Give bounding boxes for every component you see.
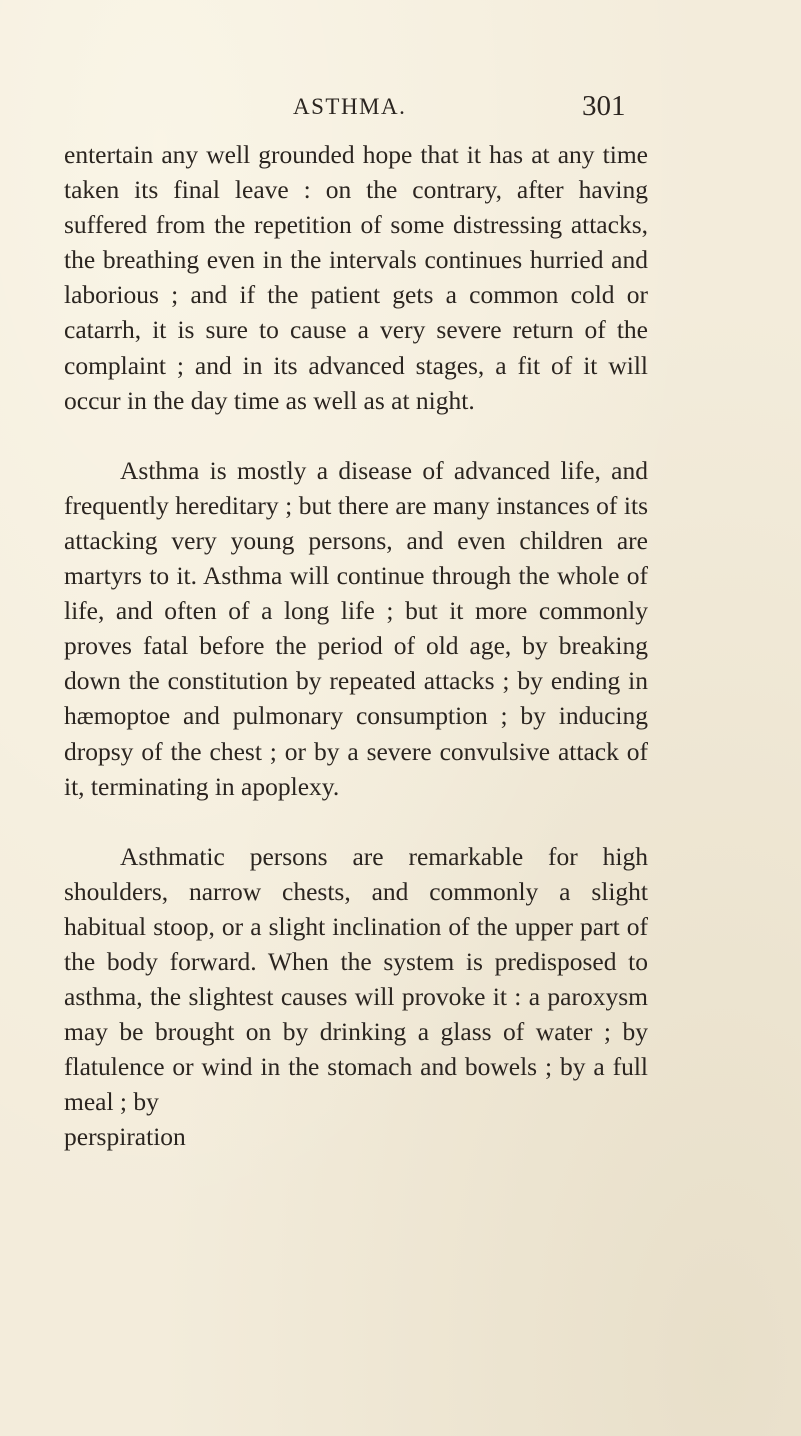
body-text	[64, 137, 648, 1155]
page-number: 301	[582, 90, 626, 122]
paragraph-3: Asthmatic persons are remarkable for high shoulders, narrow chests, and commonly a slight habitual stoop, or a slight inclination of the upper part of the body forward. When the system is predisposed to asthma, the slightest causes will provoke it : a paroxysm may be brought on by drinking a glass of water ; by flatulence or wind in the stomach and bowels ; by a full meal ; by	[64, 841, 648, 1117]
catchword: perspiration	[64, 1122, 186, 1152]
running-head: ASTHMA.	[293, 94, 407, 119]
paragraph-1: entertain any well grounded hope that it has at any time taken its final leave : on the contrary, after having suffered from the repetition of some distressing attacks, the breathing even in the intervals continues hurried and laborious ; and if the patient gets a common cold or catarrh, it is sure to cause a very severe return of the complaint ; and in its advanced stages, a fit of it will occur in the day time as well as at night.	[64, 140, 648, 415]
paragraph-gap	[64, 804, 648, 839]
paragraph-2: Asthma is mostly a disease of advanced life, and frequently hereditary ; but there are many instances of its attacking very young persons, and even children are martyrs to it. Asthma will continue through the whole of life, and often of a long life ; but it more commonly proves fatal before the period of old age, by breaking down the constitution by repeated attacks ; by ending in hæmoptoe and pulmonary consumption ; by inducing dropsy of the chest ; or by a severe convulsive attack of it, terminating in apoplexy.	[64, 455, 648, 801]
page-header	[0, 90, 801, 130]
paragraph-gap	[64, 418, 648, 453]
